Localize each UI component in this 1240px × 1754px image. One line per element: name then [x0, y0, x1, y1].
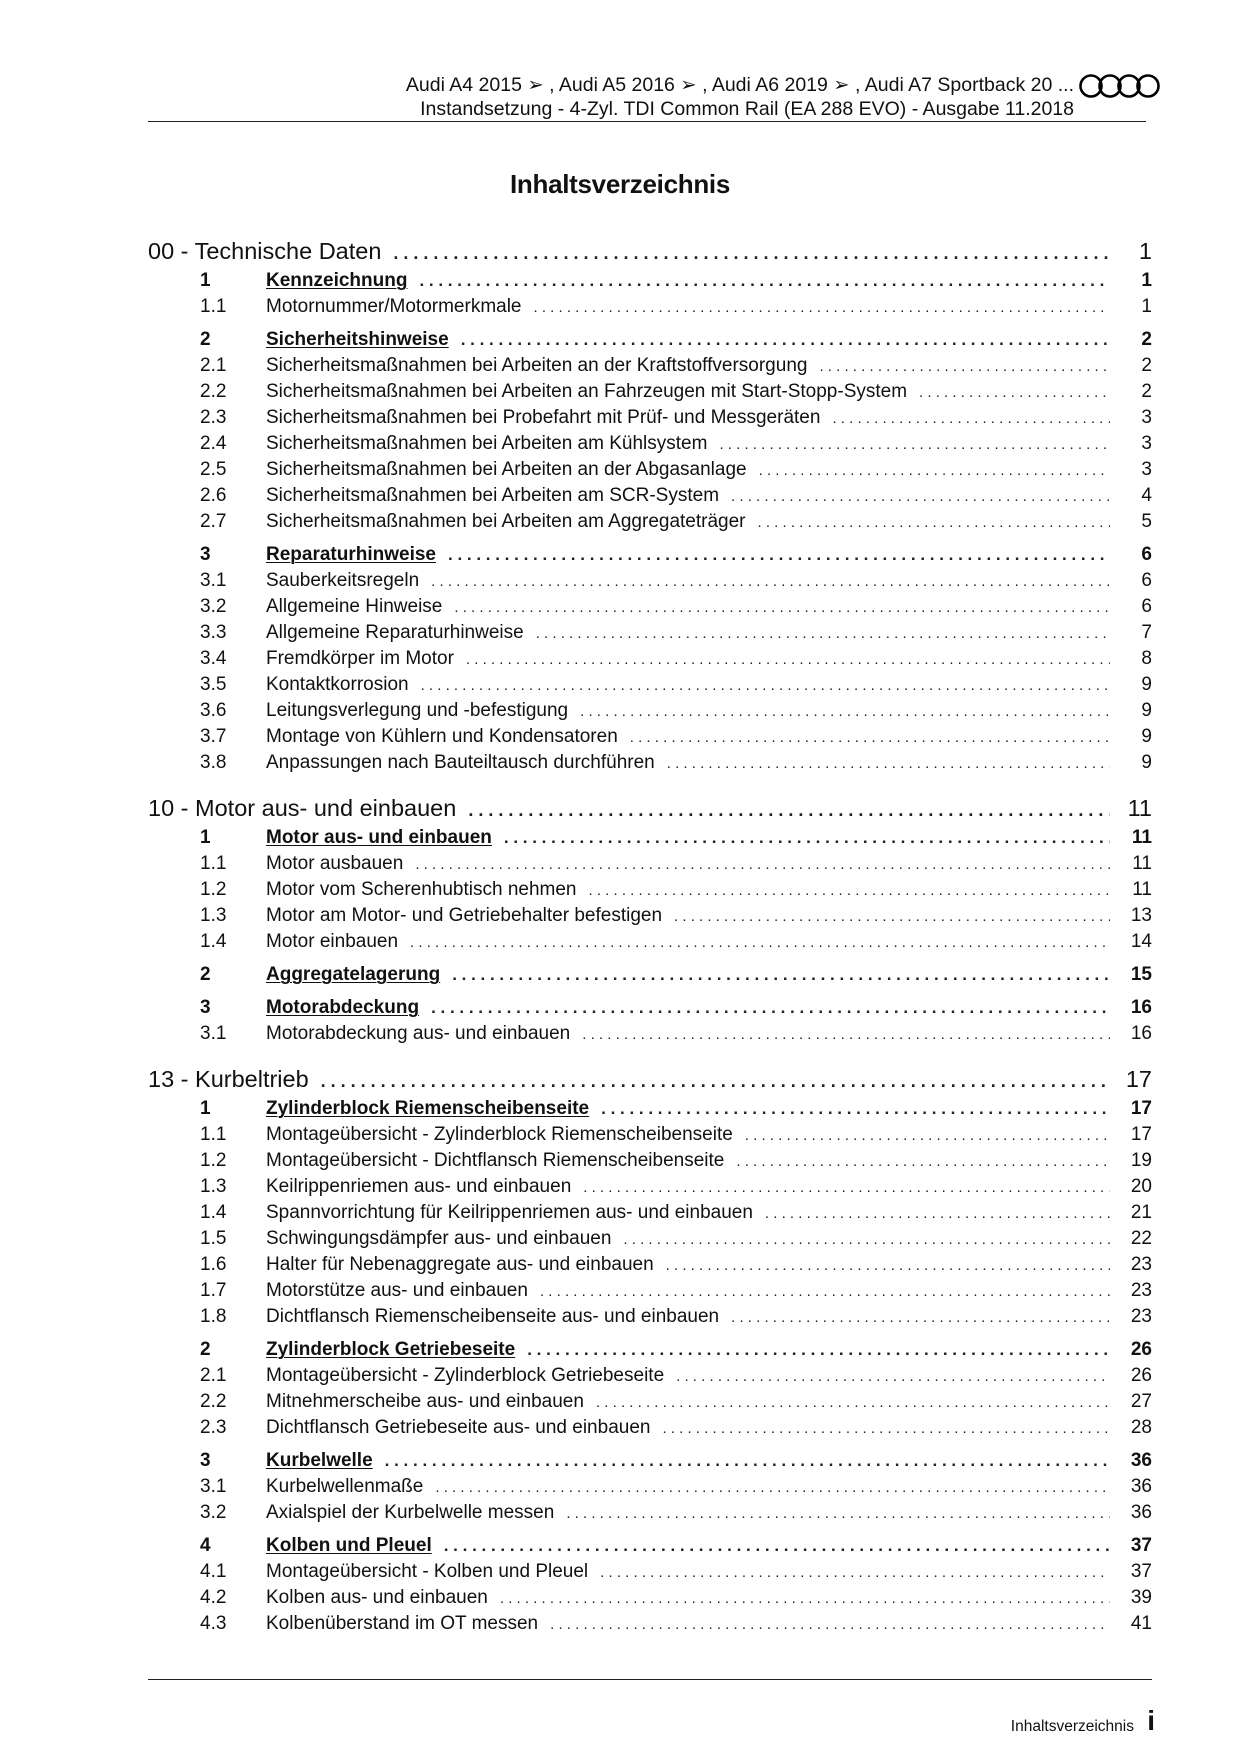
toc-entry-page: 9 — [1122, 726, 1152, 748]
toc-entry-number: 1.1 — [200, 296, 266, 318]
toc-entry-title: Motorstütze aus- und einbauen — [266, 1280, 528, 1301]
toc-entry-title: Motorabdeckung aus- und einbauen — [266, 1023, 571, 1044]
toc-entry-page: 23 — [1122, 1306, 1152, 1328]
toc-entry-title: Motor aus- und einbauen — [266, 827, 492, 848]
toc-entry-page: 11 — [1122, 827, 1152, 849]
header-vehicle-line: Audi A4 2015 ➢ , Audi A5 2016 ➢ , Audi A6 2019 ➢ , Audi A7 Sportback 20 ... — [405, 74, 1074, 96]
toc-dot-leader — [415, 856, 1110, 873]
toc-dot-leader — [589, 882, 1111, 899]
toc-dot-leader — [419, 271, 1110, 291]
toc-section[interactable] — [148, 1450, 1152, 1476]
toc-entry-title: Motor am Motor- und Getriebehalter befestigen — [266, 905, 663, 926]
toc-entry-page: 13 — [1122, 905, 1152, 927]
toc-entry-number: 3.7 — [200, 726, 266, 748]
toc-entry-page: 1 — [1122, 270, 1152, 292]
toc-entry-title: Kolben aus- und einbauen — [266, 1587, 488, 1608]
toc-entry-title: Kurbelwellenmaße — [266, 1476, 424, 1497]
toc-dot-leader — [536, 625, 1110, 642]
toc-entry-number: 2 — [200, 964, 266, 986]
toc-entry-page: 20 — [1122, 1176, 1152, 1198]
toc-entry-number: 2.6 — [200, 485, 266, 507]
toc-entry-number: 1 — [200, 1098, 266, 1120]
toc-entry-title: Montageübersicht - Zylinderblock Riemenscheibenseite — [266, 1124, 733, 1145]
toc-subsection[interactable] — [148, 648, 1152, 674]
toc-dot-leader — [466, 651, 1110, 668]
toc-dot-leader — [596, 1394, 1110, 1411]
toc-section[interactable] — [148, 827, 1152, 853]
toc-subsection[interactable] — [148, 853, 1152, 879]
toc-dot-leader — [431, 573, 1110, 590]
toc-dot-leader — [435, 1479, 1110, 1496]
toc-entry-title: Motornummer/Motormerkmale — [266, 296, 522, 317]
toc-subsection[interactable] — [148, 931, 1152, 957]
toc-entry-page: 2 — [1122, 355, 1152, 377]
toc-entry-title: Motor vom Scherenhubtisch nehmen — [266, 879, 577, 900]
audi-rings-logo-icon — [1078, 73, 1162, 99]
toc-subsection[interactable] — [148, 1150, 1152, 1176]
toc-dot-leader — [630, 729, 1110, 746]
toc-dot-leader — [452, 965, 1110, 985]
toc-entry-title: Sauberkeitsregeln — [266, 570, 420, 591]
toc-subsection[interactable] — [148, 1587, 1152, 1613]
toc-section[interactable] — [148, 329, 1152, 355]
toc-dot-leader — [623, 1231, 1110, 1248]
toc-entry-number: 3.8 — [200, 752, 266, 774]
toc-entry-title: Keilrippenriemen aus- und einbauen — [266, 1176, 572, 1197]
toc-subsection[interactable] — [148, 1476, 1152, 1502]
toc-entry-title: 10 - Motor aus- und einbauen — [148, 795, 457, 821]
toc-entry-number: 1.1 — [200, 1124, 266, 1146]
toc-subsection[interactable] — [148, 381, 1152, 407]
toc-subsection[interactable] — [148, 1561, 1152, 1587]
toc-entry-number: 2.1 — [200, 355, 266, 377]
toc-entry-page: 16 — [1122, 1023, 1152, 1045]
toc-entry-title: Motor ausbauen — [266, 853, 404, 874]
toc-entry-page: 9 — [1122, 674, 1152, 696]
toc-entry-number: 1.1 — [200, 853, 266, 875]
toc-entry-number: 2.2 — [200, 1391, 266, 1413]
toc-entry-title: Kurbelwelle — [266, 1450, 373, 1471]
toc-subsection[interactable] — [148, 433, 1152, 459]
toc-entry-title: Sicherheitsmaßnahmen bei Arbeiten an Fahrzeugen mit Start-Stopp-System — [266, 381, 908, 402]
toc-dot-leader — [759, 462, 1110, 479]
toc-entry-title: Motor einbauen — [266, 931, 399, 952]
toc-subsection[interactable] — [148, 296, 1152, 322]
toc-entry-number: 1.2 — [200, 879, 266, 901]
toc-dot-leader — [731, 488, 1110, 505]
toc-subsection[interactable] — [148, 485, 1152, 511]
toc-subsection[interactable] — [148, 596, 1152, 622]
toc-subsection[interactable] — [148, 1023, 1152, 1049]
toc-dot-leader — [527, 1340, 1110, 1360]
toc-subsection[interactable] — [148, 1124, 1152, 1150]
toc-entry-title: Sicherheitshinweise — [266, 329, 449, 350]
toc-entry-page: 1 — [1122, 296, 1152, 318]
toc-entry-page: 9 — [1122, 700, 1152, 722]
toc-section[interactable] — [148, 1535, 1152, 1561]
toc-dot-leader — [758, 514, 1111, 531]
toc-dot-leader — [461, 330, 1110, 350]
toc-dot-leader — [765, 1205, 1110, 1222]
toc-entry-page: 8 — [1122, 648, 1152, 670]
toc-entry-page: 6 — [1122, 596, 1152, 618]
toc-entry-page: 28 — [1122, 1417, 1152, 1439]
toc-entry-title: Kennzeichnung — [266, 270, 408, 291]
toc-entry-number: 4.3 — [200, 1613, 266, 1635]
toc-entry-page: 15 — [1122, 964, 1152, 986]
toc-dot-leader — [421, 677, 1110, 694]
toc-entry-title: Zylinderblock Riemenscheibenseite — [266, 1098, 590, 1119]
toc-entry-title: Motorabdeckung — [266, 997, 420, 1018]
toc-entry-title: 00 - Technische Daten — [148, 238, 382, 264]
toc-entry-number: 1.7 — [200, 1280, 266, 1302]
toc-entry-title: Sicherheitsmaßnahmen bei Arbeiten am SCR-System — [266, 485, 720, 506]
toc-entry-page: 5 — [1122, 511, 1152, 533]
footer-page-number: i — [1147, 1705, 1155, 1736]
toc-entry-number: 3.2 — [200, 1502, 266, 1524]
toc-entry-page: 19 — [1122, 1150, 1152, 1172]
toc-entry-number: 3.1 — [200, 1476, 266, 1498]
toc-entry-number: 2 — [200, 1339, 266, 1361]
toc-entry-number: 3.1 — [200, 570, 266, 592]
toc-subsection[interactable] — [148, 1254, 1152, 1280]
toc-subsection[interactable] — [148, 459, 1152, 485]
toc-entry-title: Montageübersicht - Dichtflansch Riemenscheibenseite — [266, 1150, 725, 1171]
toc-section[interactable] — [148, 1339, 1152, 1365]
toc-dot-leader — [580, 703, 1110, 720]
toc-subsection[interactable] — [148, 674, 1152, 700]
toc-entry-number: 2.3 — [200, 1417, 266, 1439]
toc-entry-number: 1.4 — [200, 1202, 266, 1224]
toc-entry-title: Sicherheitsmaßnahmen bei Arbeiten am Aggregateträger — [266, 511, 746, 532]
toc-dot-leader — [736, 1153, 1110, 1170]
toc-chapter[interactable] — [148, 1066, 1152, 1098]
toc-entry-page: 22 — [1122, 1228, 1152, 1250]
toc-entry-page: 2 — [1122, 329, 1152, 351]
toc-entry-page: 6 — [1122, 544, 1152, 566]
toc-entry-number: 2.3 — [200, 407, 266, 429]
toc-entry-number: 3.4 — [200, 648, 266, 670]
toc-entry-page: 41 — [1122, 1613, 1152, 1635]
toc-entry-page: 27 — [1122, 1391, 1152, 1413]
toc-section[interactable] — [148, 270, 1152, 296]
toc-entry-number: 3.5 — [200, 674, 266, 696]
toc-dot-leader — [667, 755, 1110, 772]
toc-entry-number: 2.7 — [200, 511, 266, 533]
toc-entry-number: 3.2 — [200, 596, 266, 618]
toc-dot-leader — [393, 243, 1110, 264]
toc-entry-number: 1.5 — [200, 1228, 266, 1250]
toc-entry-title: Kolben und Pleuel — [266, 1535, 432, 1556]
toc-dot-leader — [583, 1179, 1110, 1196]
toc-dot-leader — [454, 599, 1110, 616]
toc-section[interactable] — [148, 997, 1152, 1023]
toc-dot-leader — [745, 1127, 1110, 1144]
toc-subsection[interactable] — [148, 511, 1152, 537]
toc-subsection[interactable] — [148, 726, 1152, 752]
toc-dot-leader — [674, 908, 1110, 925]
toc-entry-title: Montage von Kühlern und Kondensatoren — [266, 726, 618, 747]
toc-entry-title: Dichtflansch Riemenscheibenseite aus- und einbauen — [266, 1306, 720, 1327]
toc-entry-title: Anpassungen nach Bauteiltausch durchführen — [266, 752, 655, 773]
toc-entry-page: 36 — [1122, 1450, 1152, 1472]
toc-subsection[interactable] — [148, 1417, 1152, 1443]
toc-entry-title: Dichtflansch Getriebeseite aus- und einbauen — [266, 1417, 651, 1438]
header-edition-line: Instandsetzung - 4-Zyl. TDI Common Rail (EA 288 EVO) - Ausgabe 11.2018 — [420, 98, 1074, 120]
toc-chapter[interactable] — [148, 795, 1152, 827]
toc-entry-title: Sicherheitsmaßnahmen bei Arbeiten am Kühlsystem — [266, 433, 708, 454]
toc-subsection[interactable] — [148, 905, 1152, 931]
toc-dot-leader — [500, 1590, 1110, 1607]
toc-entry-page: 37 — [1122, 1535, 1152, 1557]
toc-entry-page: 11 — [1122, 879, 1152, 901]
footer-rule — [148, 1679, 1152, 1680]
toc-dot-leader — [582, 1026, 1110, 1043]
toc-entry-page: 36 — [1122, 1476, 1152, 1498]
toc-entry-page: 3 — [1122, 459, 1152, 481]
toc-dot-leader — [385, 1451, 1110, 1471]
toc-entry-page: 11 — [1122, 795, 1152, 822]
toc-dot-leader — [719, 436, 1110, 453]
toc-dot-leader — [600, 1564, 1110, 1581]
toc-dot-leader — [550, 1616, 1110, 1633]
toc-subsection[interactable] — [148, 1280, 1152, 1306]
toc-entry-title: Axialspiel der Kurbelwelle messen — [266, 1502, 555, 1523]
toc-entry-number: 4.1 — [200, 1561, 266, 1583]
toc-entry-page: 23 — [1122, 1254, 1152, 1276]
toc-entry-page: 9 — [1122, 752, 1152, 774]
toc-entry-page: 17 — [1122, 1124, 1152, 1146]
toc-section[interactable] — [148, 544, 1152, 570]
toc-entry-number: 4 — [200, 1535, 266, 1557]
table-of-contents — [148, 238, 1152, 1639]
toc-dot-leader — [601, 1099, 1110, 1119]
footer-section-label: Inhaltsverzeichnis — [1010, 1718, 1134, 1735]
toc-subsection[interactable] — [148, 1176, 1152, 1202]
toc-entry-page: 7 — [1122, 622, 1152, 644]
toc-entry-page: 3 — [1122, 433, 1152, 455]
page-header — [148, 70, 1162, 122]
toc-entry-title: Montageübersicht - Kolben und Pleuel — [266, 1561, 589, 1582]
toc-entry-number: 1 — [200, 270, 266, 292]
toc-subsection[interactable] — [148, 355, 1152, 381]
toc-dot-leader — [448, 545, 1110, 565]
toc-dot-leader — [504, 828, 1110, 848]
toc-entry-number: 1 — [200, 827, 266, 849]
toc-dot-leader — [919, 384, 1110, 401]
toc-subsection[interactable] — [148, 407, 1152, 433]
toc-dot-leader — [666, 1257, 1110, 1274]
toc-entry-number: 1.4 — [200, 931, 266, 953]
toc-entry-title: Halter für Nebenaggregate aus- und einbauen — [266, 1254, 654, 1275]
toc-dot-leader — [832, 410, 1110, 427]
toc-entry-page: 6 — [1122, 570, 1152, 592]
toc-entry-page: 1 — [1122, 238, 1152, 265]
toc-subsection[interactable] — [148, 1613, 1152, 1639]
toc-subsection[interactable] — [148, 1365, 1152, 1391]
toc-entry-page: 26 — [1122, 1365, 1152, 1387]
toc-entry-page: 17 — [1122, 1066, 1152, 1093]
toc-entry-title: Sicherheitsmaßnahmen bei Probefahrt mit Prüf- und Messgeräten — [266, 407, 821, 428]
toc-subsection[interactable] — [148, 622, 1152, 648]
toc-dot-leader — [731, 1309, 1110, 1326]
toc-entry-page: 21 — [1122, 1202, 1152, 1224]
toc-entry-title: Sicherheitsmaßnahmen bei Arbeiten an der Kraftstoffversorgung — [266, 355, 808, 376]
toc-dot-leader — [321, 1071, 1110, 1092]
toc-entry-title: Spannvorrichtung für Keilrippenriemen aus- und einbauen — [266, 1202, 753, 1223]
toc-entry-title: Kontaktkorrosion — [266, 674, 409, 695]
page-title: Inhaltsverzeichnis — [509, 169, 731, 199]
toc-entry-page: 16 — [1122, 997, 1152, 1019]
toc-entry-page: 36 — [1122, 1502, 1152, 1524]
toc-entry-number: 1.8 — [200, 1306, 266, 1328]
toc-entry-number: 2.2 — [200, 381, 266, 403]
toc-entry-title: Reparaturhinweise — [266, 544, 436, 565]
toc-entry-number: 2.4 — [200, 433, 266, 455]
toc-entry-page: 37 — [1122, 1561, 1152, 1583]
toc-entry-title: 13 - Kurbeltrieb — [148, 1066, 309, 1092]
toc-dot-leader — [662, 1420, 1110, 1437]
toc-entry-number: 1.3 — [200, 905, 266, 927]
toc-entry-title: Mitnehmerscheibe aus- und einbauen — [266, 1391, 584, 1412]
toc-chapter[interactable] — [148, 238, 1152, 270]
toc-subsection[interactable] — [148, 1502, 1152, 1528]
toc-entry-page: 11 — [1122, 853, 1152, 875]
toc-entry-title: Schwingungsdämpfer aus- und einbauen — [266, 1228, 612, 1249]
toc-entry-number: 3 — [200, 544, 266, 566]
toc-entry-number: 3 — [200, 997, 266, 1019]
toc-dot-leader — [540, 1283, 1110, 1300]
toc-entry-number: 3.1 — [200, 1023, 266, 1045]
toc-entry-page: 17 — [1122, 1098, 1152, 1120]
toc-entry-page: 3 — [1122, 407, 1152, 429]
toc-section[interactable] — [148, 964, 1152, 990]
toc-dot-leader — [534, 299, 1111, 316]
toc-dot-leader — [676, 1368, 1110, 1385]
toc-dot-leader — [431, 998, 1110, 1018]
toc-entry-page: 4 — [1122, 485, 1152, 507]
toc-entry-number: 1.2 — [200, 1150, 266, 1172]
toc-entry-title: Allgemeine Reparaturhinweise — [266, 622, 524, 643]
toc-entry-number: 4.2 — [200, 1587, 266, 1609]
toc-subsection[interactable] — [148, 1202, 1152, 1228]
toc-entry-title: Montageübersicht - Zylinderblock Getriebeseite — [266, 1365, 665, 1386]
toc-entry-page: 39 — [1122, 1587, 1152, 1609]
toc-dot-leader — [819, 358, 1110, 375]
toc-entry-title: Kolbenüberstand im OT messen — [266, 1613, 539, 1634]
header-rule — [148, 121, 1146, 122]
toc-entry-number: 2.5 — [200, 459, 266, 481]
toc-subsection[interactable] — [148, 1391, 1152, 1417]
toc-subsection[interactable] — [148, 1228, 1152, 1254]
toc-section[interactable] — [148, 1098, 1152, 1124]
toc-entry-title: Sicherheitsmaßnahmen bei Arbeiten an der Abgasanlage — [266, 459, 747, 480]
toc-dot-leader — [410, 934, 1110, 951]
toc-subsection[interactable] — [148, 752, 1152, 778]
toc-dot-leader — [566, 1505, 1110, 1522]
toc-entry-number: 3.3 — [200, 622, 266, 644]
toc-entry-title: Fremdkörper im Motor — [266, 648, 454, 669]
toc-entry-page: 14 — [1122, 931, 1152, 953]
toc-entry-title: Allgemeine Hinweise — [266, 596, 443, 617]
toc-entry-page: 23 — [1122, 1280, 1152, 1302]
toc-entry-title: Zylinderblock Getriebeseite — [266, 1339, 516, 1360]
toc-entry-page: 26 — [1122, 1339, 1152, 1361]
toc-entry-number: 1.3 — [200, 1176, 266, 1198]
toc-entry-title: Aggregatelagerung — [266, 964, 441, 985]
toc-entry-number: 2 — [200, 329, 266, 351]
toc-entry-page: 2 — [1122, 381, 1152, 403]
toc-dot-leader — [468, 800, 1110, 821]
toc-entry-number: 2.1 — [200, 1365, 266, 1387]
toc-entry-number: 1.6 — [200, 1254, 266, 1276]
toc-entry-number: 3.6 — [200, 700, 266, 722]
toc-subsection[interactable] — [148, 570, 1152, 596]
toc-entry-number: 3 — [200, 1450, 266, 1472]
toc-entry-title: Leitungsverlegung und -befestigung — [266, 700, 569, 721]
toc-subsection[interactable] — [148, 879, 1152, 905]
toc-subsection[interactable] — [148, 700, 1152, 726]
toc-dot-leader — [444, 1536, 1110, 1556]
toc-subsection[interactable] — [148, 1306, 1152, 1332]
